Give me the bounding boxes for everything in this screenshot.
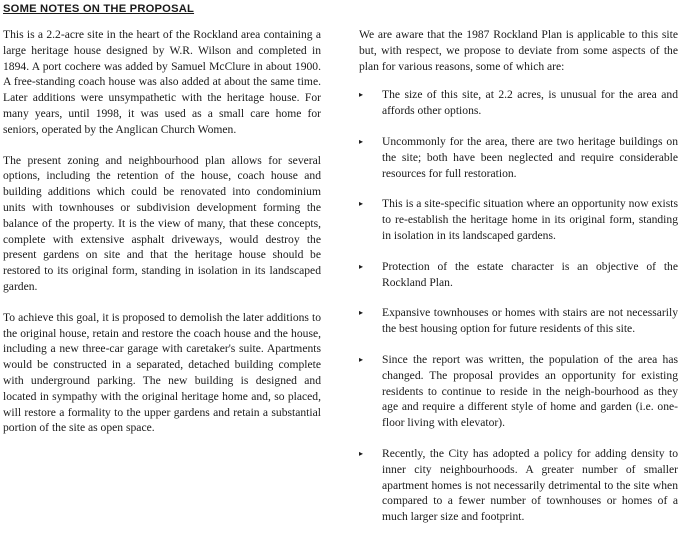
bullet-arrow-icon: ▸ bbox=[359, 136, 364, 146]
bullet-arrow-icon: ▸ bbox=[359, 308, 364, 318]
page-heading: SOME NOTES ON THE PROPOSAL bbox=[3, 3, 195, 15]
paragraph-site-history: This is a 2.2-acre site in the heart of the Rockland area containing a large heritage house designed by W.R. Wilson and completed in 1894. A port cochere was added by Samuel McClure in about 1900. A free-standing coach house was also added at about the same time. Later additions were unsympathetic with the heritage house. For many years, until 1998, it was used as a small care home for seniors, operated by the Anglican Church Women. bbox=[3, 28, 321, 136]
paragraph-proposal-goal: To achieve this goal, it is proposed to demolish the later additions to the original house, retain and restore the coach house and the house, including a new three-car garage with caretaker's suite. Apartments would be constructed in a separated, detached building complete with underground parking. The new building is designed and located in sympathy with the original heritage home and, so placed, will restore a formality to the upper gardens and retain a substantial portion of the site as open space. bbox=[3, 310, 321, 435]
list-item-text: The size of this site, at 2.2 acres, is unusual for the area and affords other options. bbox=[382, 88, 678, 118]
bullet-arrow-icon: ▸ bbox=[359, 199, 364, 209]
paragraph-zoning-options: The present zoning and neighbourhood plan allows for several options, including the retention of the house, coach house and building additions which could be renovated into condominium units with townhouses or subdivision development forming the balance of the property. It is the view of many, that these concepts, complete with extensive asphalt driveways, would destroy the present gardens on site and that the heritage house should be restored to its original form, standing in isolation in its landscaped garden. bbox=[3, 153, 321, 293]
list-item bbox=[359, 87, 678, 119]
bullet-arrow-icon: ▸ bbox=[359, 354, 364, 364]
list-item-text: Since the report was written, the population of the area has changed. The proposal provides an opportunity for existing residents to continue to reside in the neigh-bourhood as they age and require a different style of home and garden (i.e. one-floor living with elevator). bbox=[382, 352, 678, 430]
bullet-arrow-icon: ▸ bbox=[359, 90, 364, 100]
list-item-text: This is a site-specific situation where an opportunity now exists to re-establish the heritage home in its original form, standing in isolation in its landscaped gardens. bbox=[382, 197, 678, 242]
list-item bbox=[359, 352, 678, 431]
bullet-arrow-icon: ▸ bbox=[359, 261, 364, 271]
list-item-text: Uncommonly for the area, there are two heritage buildings on the site; both have been neglected and require considerable resources for full restoration. bbox=[382, 134, 678, 180]
left-column bbox=[3, 27, 321, 451]
bullet-arrow-icon: ▸ bbox=[359, 448, 364, 458]
rockland-plan-intro: We are aware that the 1987 Rockland Plan is applicable to this site but, with respect, we propose to deviate from some aspects of the plan for various reasons, some of which are: bbox=[359, 28, 678, 73]
list-item bbox=[359, 196, 678, 243]
list-item-text: Protection of the estate character is an objective of the Rockland Plan. bbox=[382, 259, 678, 289]
list-item bbox=[359, 446, 678, 525]
list-item-text: Expansive townhouses or homes with stairs are not necessarily the best housing option for future residents of this site. bbox=[382, 306, 678, 336]
list-item bbox=[359, 305, 678, 337]
list-item bbox=[359, 134, 678, 181]
right-column bbox=[359, 27, 678, 540]
reasons-list bbox=[359, 87, 678, 525]
list-item-text: Recently, the City has adopted a policy for adding density to inner city neighbourhoods. A greater number of smaller apartment homes is not necessarily detrimental to the site when compared to a fewer number of townhouses or homes of a much larger size and footprint. bbox=[382, 446, 678, 524]
list-item bbox=[359, 259, 678, 291]
